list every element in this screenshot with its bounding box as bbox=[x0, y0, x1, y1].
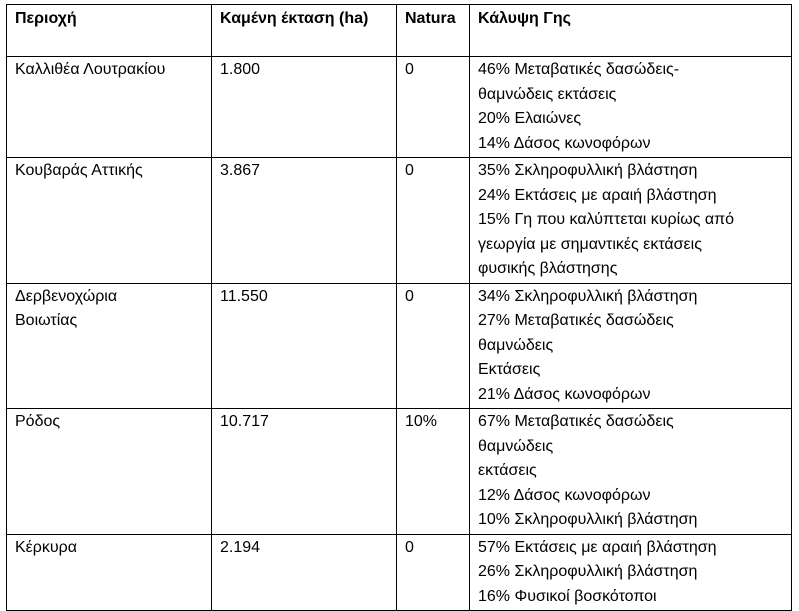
header-natura-line: Natura bbox=[405, 10, 456, 27]
cell-burned-area-value: 2.194 bbox=[220, 538, 261, 556]
cell-land-cover bbox=[470, 57, 792, 158]
cell-land-cover-line: 10% Σκληροφυλλική βλάστηση bbox=[478, 511, 698, 528]
table-row bbox=[7, 57, 792, 158]
cell-area bbox=[7, 283, 212, 409]
cell-natura-value: 0 bbox=[405, 61, 414, 78]
burned-areas-table bbox=[6, 4, 792, 611]
header-land-cover bbox=[470, 5, 792, 57]
header-burned-line-1: Καμένη έκταση bbox=[220, 10, 335, 27]
cell-burned-area bbox=[212, 57, 397, 158]
cell-land-cover-line: Εκτάσεις bbox=[478, 361, 541, 378]
cell-area bbox=[7, 158, 212, 284]
table-row bbox=[7, 158, 792, 284]
cell-burned-area-value: 10.717 bbox=[220, 413, 269, 430]
cell-land-cover-line: 57% Εκτάσεις με αραιή βλάστηση bbox=[478, 538, 717, 556]
cell-natura-value: 10% bbox=[405, 413, 438, 430]
cell-burned-area bbox=[212, 409, 397, 535]
cell-land-cover-line: 15% Γη που καλύπτεται κυρίως από bbox=[478, 211, 735, 228]
cell-area-line: Δερβενοχώρια bbox=[15, 287, 118, 305]
header-natura bbox=[397, 5, 470, 57]
cell-land-cover-line: 14% Δάσος κωνοφόρων bbox=[478, 134, 651, 152]
cell-land-cover-line: 20% Ελαιώνες bbox=[478, 110, 582, 127]
cell-land-cover-line: 16% Φυσικοί βοσκότοποι bbox=[478, 587, 657, 605]
table-row bbox=[7, 409, 792, 535]
cell-area bbox=[7, 57, 212, 158]
cell-burned-area-value: 3.867 bbox=[220, 162, 261, 179]
cell-area-line: Κουβαράς Αττικής bbox=[15, 162, 143, 179]
cell-natura bbox=[397, 57, 470, 158]
cell-natura bbox=[397, 283, 470, 409]
cell-area-line: Βοιωτίας bbox=[15, 312, 78, 329]
cell-natura bbox=[397, 534, 470, 611]
cell-land-cover-line: 46% Μεταβατικές δασώδεις- bbox=[478, 61, 680, 78]
table-row bbox=[7, 534, 792, 611]
cell-burned-area bbox=[212, 283, 397, 409]
cell-land-cover-line: θαμνώδεις εκτάσεις bbox=[478, 85, 617, 103]
cell-land-cover bbox=[470, 409, 792, 535]
cell-natura-value: 0 bbox=[405, 162, 414, 179]
header-area bbox=[7, 5, 212, 57]
cell-burned-area-value: 11.550 bbox=[220, 287, 268, 305]
header-burned-line-2: (ha) bbox=[339, 10, 369, 27]
cell-burned-area bbox=[212, 158, 397, 284]
header-land-cover-line: Κάλυψη Γης bbox=[478, 10, 571, 27]
cell-land-cover-line: 21% Δάσος κωνοφόρων bbox=[478, 385, 651, 403]
cell-land-cover bbox=[470, 158, 792, 284]
cell-land-cover bbox=[470, 534, 792, 611]
cell-natura bbox=[397, 158, 470, 284]
cell-land-cover-line: θαμνώδεις bbox=[478, 336, 554, 354]
cell-land-cover-line: 27% Μεταβατικές δασώδεις bbox=[478, 312, 674, 329]
cell-land-cover-line: γεωργία με σημαντικές εκτάσεις bbox=[478, 235, 702, 253]
cell-area bbox=[7, 534, 212, 611]
cell-land-cover-line: 26% Σκληροφυλλική βλάστηση bbox=[478, 563, 698, 580]
cell-natura-value: 0 bbox=[405, 287, 414, 305]
cell-land-cover-line: 34% Σκληροφυλλική βλάστηση bbox=[478, 287, 698, 305]
cell-land-cover-line: εκτάσεις bbox=[478, 462, 537, 479]
cell-area bbox=[7, 409, 212, 535]
cell-land-cover-line: 24% Εκτάσεις με αραιή βλάστηση bbox=[478, 186, 717, 204]
document-page bbox=[6, 4, 792, 611]
cell-land-cover-line: 67% Μεταβατικές δασώδεις bbox=[478, 413, 674, 430]
cell-area-line: Κέρκυρα bbox=[15, 538, 78, 556]
table-header-row bbox=[7, 5, 792, 57]
cell-area-line: Καλλιθέα Λουτρακίου bbox=[15, 61, 166, 78]
cell-natura-value: 0 bbox=[405, 538, 414, 556]
cell-land-cover-line: 35% Σκληροφυλλική βλάστηση bbox=[478, 162, 698, 179]
cell-land-cover bbox=[470, 283, 792, 409]
table-row bbox=[7, 283, 792, 409]
cell-burned-area bbox=[212, 534, 397, 611]
cell-natura bbox=[397, 409, 470, 535]
cell-area-line: Ρόδος bbox=[15, 413, 61, 430]
header-burned-area bbox=[212, 5, 397, 57]
cell-land-cover-line: 12% Δάσος κωνοφόρων bbox=[478, 486, 651, 504]
cell-burned-area-value: 1.800 bbox=[220, 61, 261, 78]
header-area-line: Περιοχή bbox=[15, 10, 77, 27]
cell-land-cover-line: φυσικής βλάστησης bbox=[478, 260, 618, 277]
cell-land-cover-line: θαμνώδεις bbox=[478, 437, 554, 455]
